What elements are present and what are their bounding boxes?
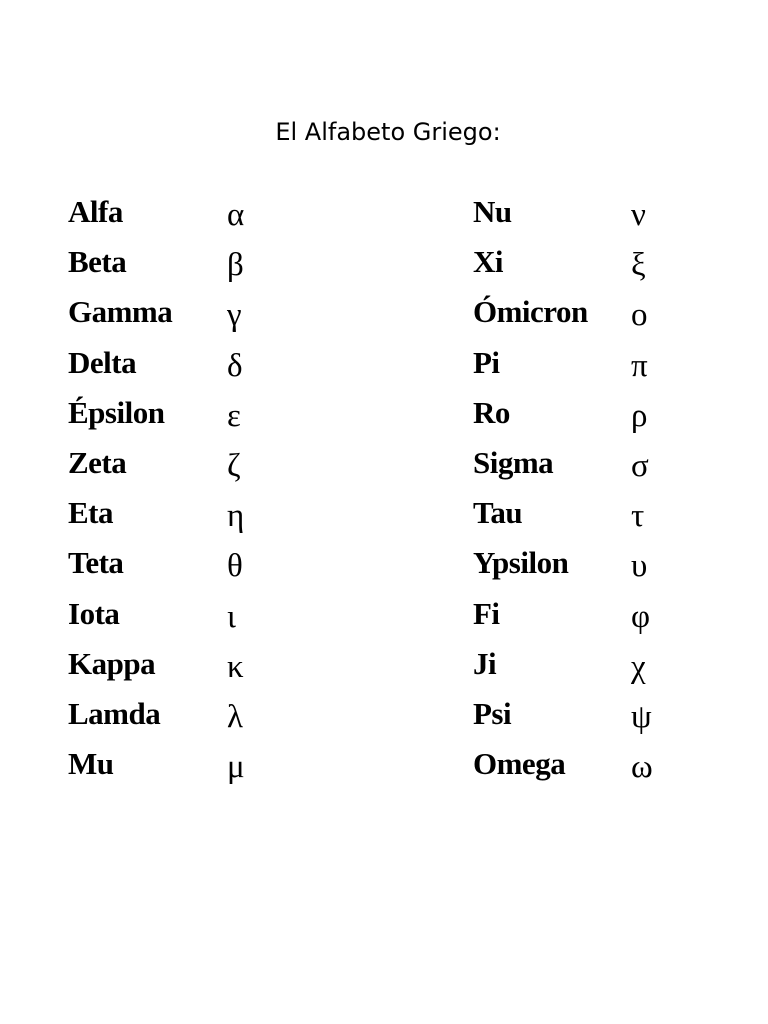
letter-row-omicron xyxy=(473,290,768,340)
letters-column-left xyxy=(68,190,368,792)
letter-name: Pi xyxy=(473,344,500,380)
letters-column-right xyxy=(473,190,768,792)
letter-name: Ro xyxy=(473,394,510,430)
letter-row-sigma xyxy=(473,441,768,491)
letter-name: Delta xyxy=(68,344,137,380)
letter-name: Lamda xyxy=(68,695,161,731)
letter-row-epsilon xyxy=(68,391,368,441)
letter-row-psi xyxy=(473,692,768,742)
letter-row-xi xyxy=(473,240,768,290)
letter-symbol: ν xyxy=(631,197,646,233)
letter-name: Nu xyxy=(473,194,512,229)
letter-row-delta xyxy=(68,341,368,391)
letter-symbol: ξ xyxy=(631,247,646,284)
letter-name: Sigma xyxy=(473,444,554,480)
letter-symbol: κ xyxy=(227,648,244,685)
letter-name: Iota xyxy=(68,595,120,631)
letter-symbol: ψ xyxy=(631,698,652,735)
letter-symbol: ι xyxy=(227,598,236,635)
letter-symbol: ω xyxy=(631,749,653,786)
letter-symbol: φ xyxy=(631,598,651,635)
letter-row-tau xyxy=(473,491,768,541)
letter-symbol: ζ xyxy=(227,447,241,484)
letter-symbol: χ xyxy=(631,648,646,685)
letter-row-teta xyxy=(68,541,368,591)
letter-row-iota xyxy=(68,592,368,642)
letter-row-eta xyxy=(68,491,368,541)
letter-symbol: δ xyxy=(227,347,243,384)
letter-name: Kappa xyxy=(68,645,156,681)
letter-row-ji xyxy=(473,642,768,692)
letter-symbol: τ xyxy=(631,498,645,535)
letter-symbol: θ xyxy=(227,548,243,585)
letter-name: Ómicron xyxy=(473,294,588,330)
letter-symbol: σ xyxy=(631,447,649,484)
letter-name: Psi xyxy=(473,695,512,731)
letter-name: Xi xyxy=(473,244,503,280)
letter-row-zeta xyxy=(68,441,368,491)
letter-row-ro xyxy=(473,391,768,441)
letter-symbol: β xyxy=(227,247,244,284)
letter-name: Eta xyxy=(68,495,113,531)
letter-name: Teta xyxy=(68,545,124,581)
letter-row-nu xyxy=(473,190,768,240)
letter-row-omega xyxy=(473,742,768,792)
letter-name: Épsilon xyxy=(68,394,165,430)
letter-name: Omega xyxy=(473,746,566,782)
letter-row-kappa xyxy=(68,642,368,692)
letter-name: Zeta xyxy=(68,444,127,480)
letter-symbol: ε xyxy=(227,397,241,434)
letter-symbol: γ xyxy=(227,297,242,334)
letter-name: Alfa xyxy=(68,194,123,229)
letter-row-beta xyxy=(68,240,368,290)
letter-name: Mu xyxy=(68,746,114,782)
letter-row-ypsilon xyxy=(473,541,768,591)
letter-name: Ji xyxy=(473,645,497,681)
letter-symbol: υ xyxy=(631,548,648,585)
letter-row-gamma xyxy=(68,290,368,340)
letter-symbol: λ xyxy=(227,698,244,735)
letter-row-alfa xyxy=(68,190,368,240)
letter-row-pi xyxy=(473,341,768,391)
letter-symbol: π xyxy=(631,347,648,384)
letter-name: Tau xyxy=(473,495,523,531)
letter-symbol: η xyxy=(227,498,245,535)
letter-name: Ypsilon xyxy=(473,545,569,581)
letter-symbol: ο xyxy=(631,297,648,334)
letter-row-lamda xyxy=(68,692,368,742)
letter-row-mu xyxy=(68,742,368,792)
letter-name: Gamma xyxy=(68,294,173,330)
letter-name: Fi xyxy=(473,595,500,631)
letter-symbol: α xyxy=(227,197,245,233)
letter-name: Beta xyxy=(68,244,127,280)
letter-row-fi xyxy=(473,592,768,642)
page-title: El Alfabeto Griego: xyxy=(275,118,501,146)
letter-symbol: μ xyxy=(227,749,245,786)
letter-symbol: ρ xyxy=(631,397,648,434)
